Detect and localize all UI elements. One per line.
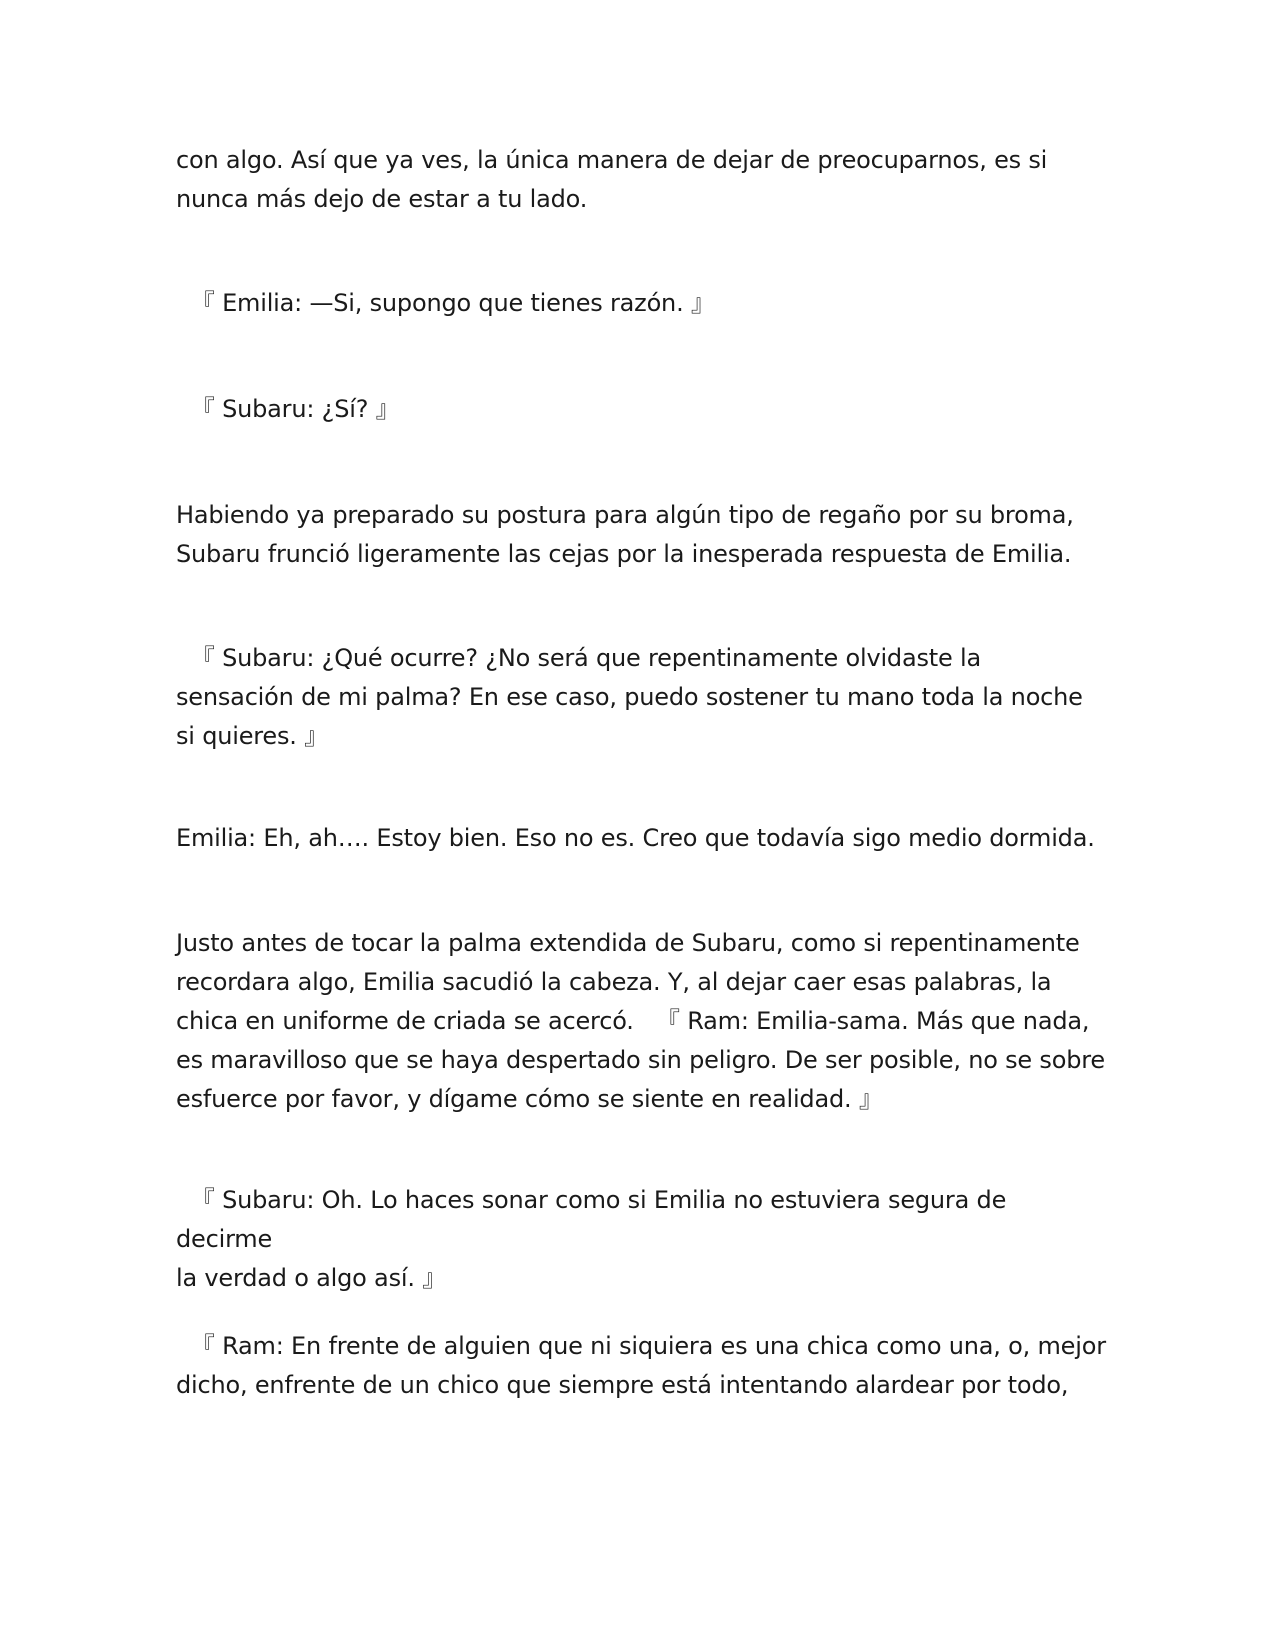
paragraph-2: Habiendo ya preparado su postura para algún tipo de regaño por su broma, Subaru frunció ligeramente las cejas por la inesperada respuesta de Emilia. xyxy=(176,501,1074,568)
paragraph-1: con algo. Así que ya ves, la única manera de dejar de preocuparnos, es si nunca más dejo de estar a tu lado. xyxy=(176,146,1048,213)
dialogue-ram-1: 『 Ram: En frente de alguien que ni siquiera es una chica como una, o, mejor dicho, enfrente de un chico que siempre está intentando alardear por todo, xyxy=(176,1332,1106,1399)
dialogue-emilia-1: 『 Emilia: —Si, supongo que tienes razón. 』 xyxy=(176,289,715,317)
dialogue-subaru-3: 『 Subaru: Oh. Lo haces sonar como si Emilia no estuviera segura de decirme la verdad o algo así. 』 xyxy=(176,1186,1007,1292)
dialogue-emilia-2: Emilia: Eh, ah…. Estoy bien. Eso no es. Creo que todavía sigo medio dormida. xyxy=(176,824,1095,852)
dialogue-subaru-1: 『 Subaru: ¿Sí? 』 xyxy=(176,395,400,423)
dialogue-subaru-2: 『 Subaru: ¿Qué ocurre? ¿No será que repentinamente olvidaste la sensación de mi palma? En ese caso, puedo sostener tu mano toda la noche si quieres. 』 xyxy=(176,644,1083,750)
paragraph-3: Justo antes de tocar la palma extendida de Subaru, como si repentinamente recordara algo, Emilia sacudió la cabeza. Y, al dejar caer esas palabras, la chica en uniforme de criada se acercó. 『 Ram: Emilia-sama. Más que nada, es maravilloso que se haya despertado sin peligro. De ser posible, no se sobre esfuerce por favor, y dígame cómo se siente en realidad. 』 xyxy=(176,929,1105,1113)
